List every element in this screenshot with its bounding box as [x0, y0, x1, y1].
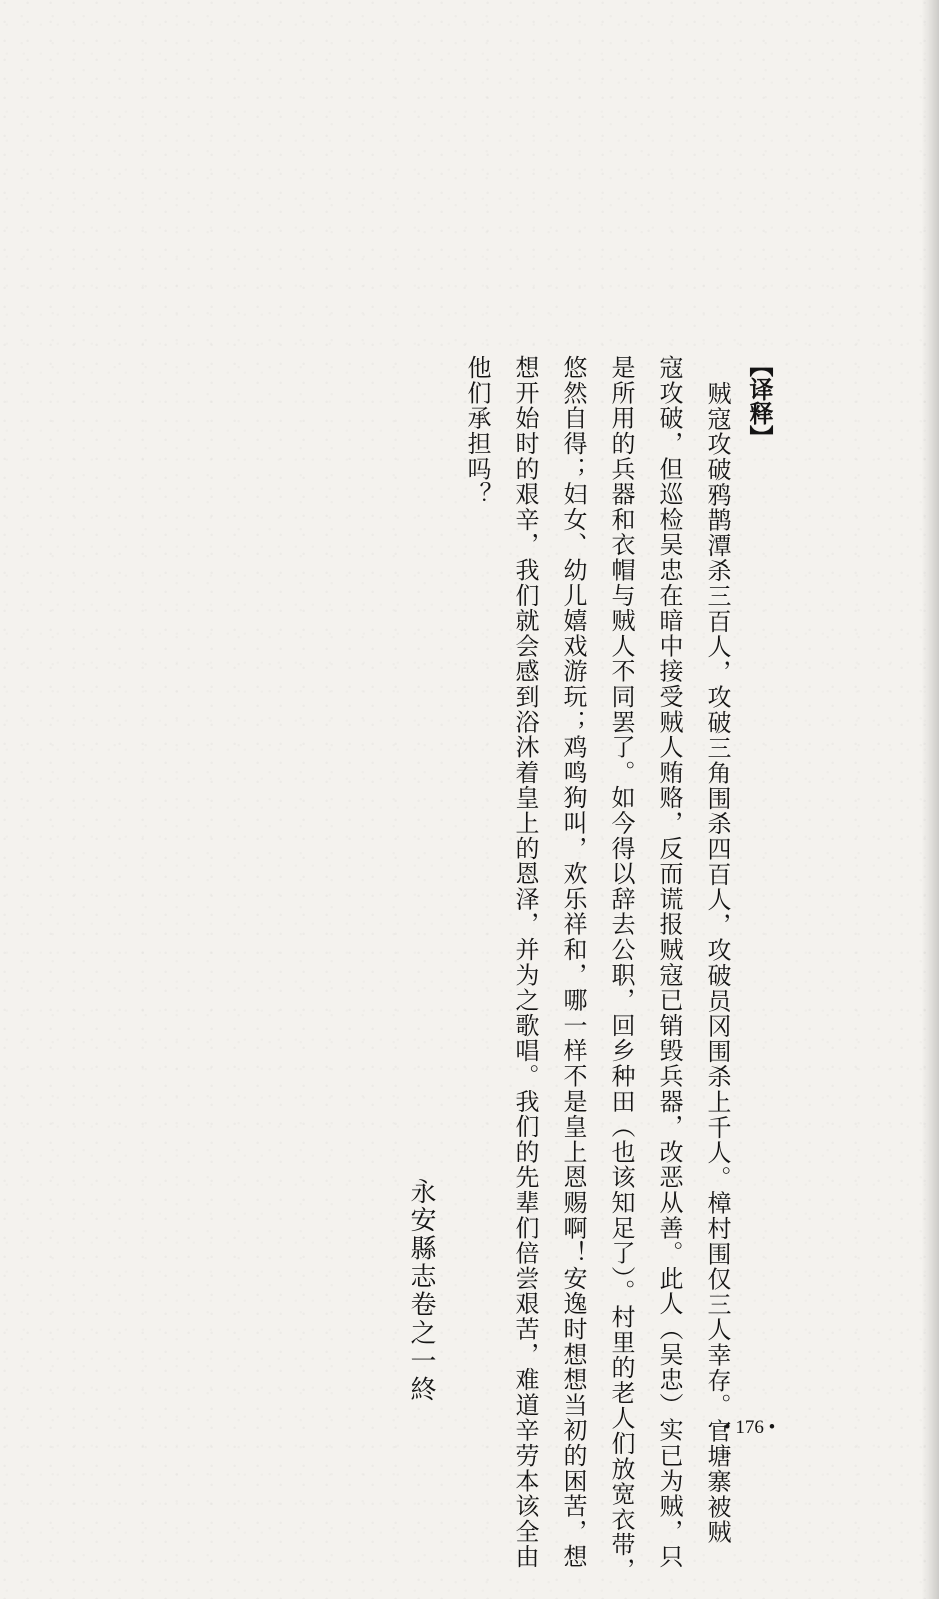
page-edge-shadow — [921, 0, 939, 1599]
body-line-4: 悠然自得；妇女、幼儿嬉戏游玩；鸡鸣狗叫，欢乐祥和，哪一样不是皇上恩赐啊！安逸时想想当初的困苦，想 — [559, 355, 587, 1570]
volume-end-marker: 永安縣志卷之一終 — [406, 1178, 436, 1404]
page-number: • 176 • — [724, 1417, 776, 1438]
section-heading: 【译释】 — [745, 353, 773, 449]
body-line-5: 想开始时的艰辛，我们就会感到浴沐着皇上的恩泽，并为之歌唱。我们的先辈们倍尝艰苦，难道辛劳本该全由 — [511, 355, 539, 1570]
body-line-6: 他们承担吗？ — [463, 355, 491, 507]
body-line-3: 是所用的兵器和衣帽与贼人不同罢了。如今得以辞去公职，回乡种田（也该知足了）。村里的老人们放宽衣带， — [607, 355, 635, 1583]
body-line-2: 寇攻破，但巡检吴忠在暗中接受贼人贿赂，反而谎报贼寇已销毁兵器，改恶从善。此人（吴忠）实已为贼，只 — [655, 355, 683, 1570]
body-line-1: 贼寇攻破鸦鹊潭杀三百人，攻破三角围杀四百人，攻破员冈围杀上千人。樟村围仅三人幸存。官塘寨被贼 — [703, 381, 731, 1545]
